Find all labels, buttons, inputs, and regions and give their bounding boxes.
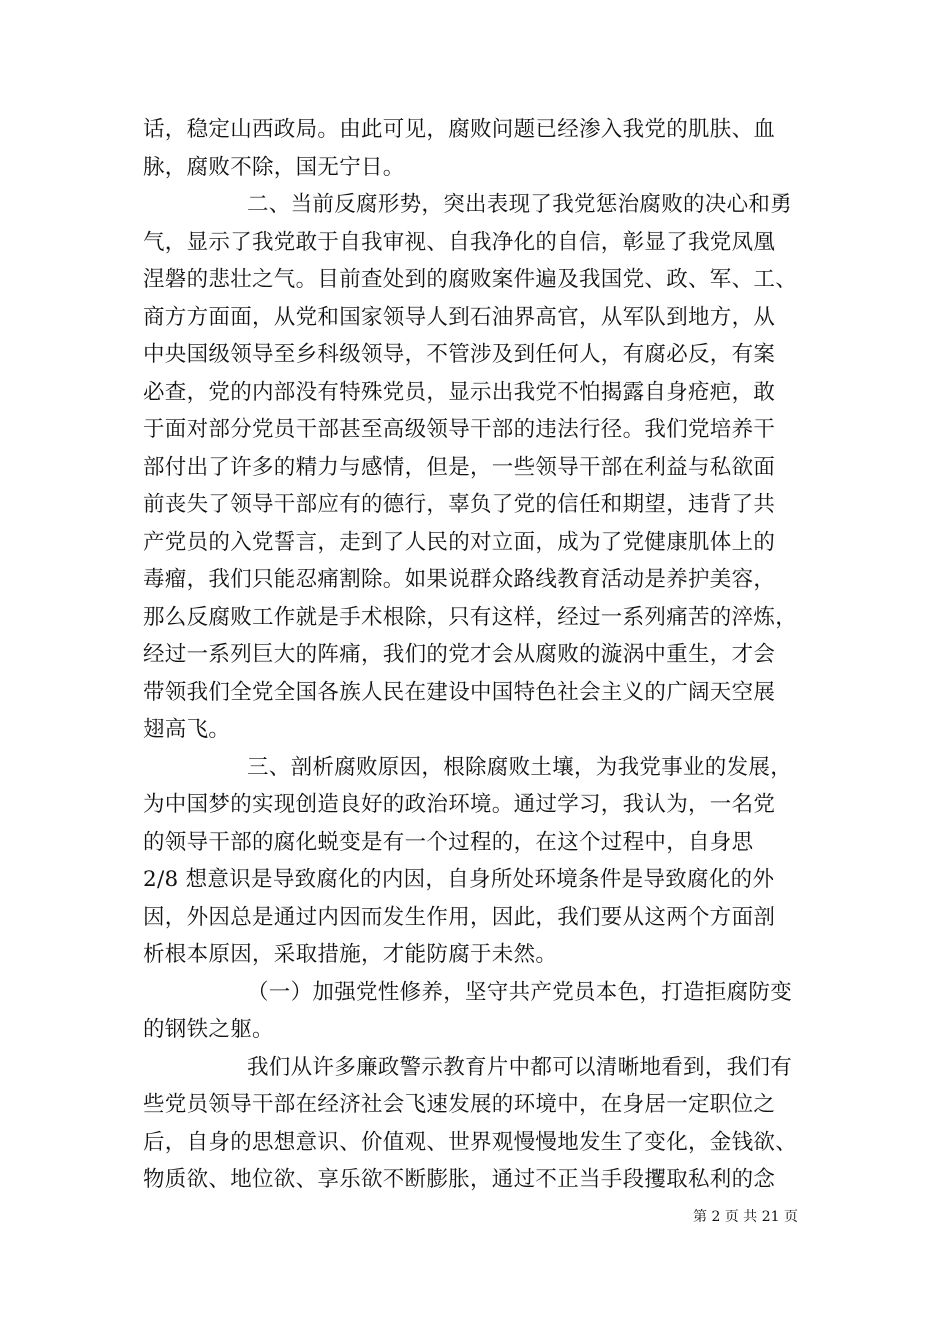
text-line: 于面对部分党员干部甚至高级领导干部的违法行径。我们党培养干 xyxy=(143,417,776,442)
text-line: 的钢铁之躯。 xyxy=(143,1017,274,1042)
text-line: 翅高飞。 xyxy=(143,717,231,742)
text-line: 涅磐的悲壮之气。目前查处到的腐败案件遍及我国党、政、军、工、 xyxy=(143,267,798,292)
text-line: 为中国梦的实现创造良好的政治环境。通过学习，我认为，一名党 xyxy=(143,792,776,817)
page-number-footer: 第 2 页 共 21 页 xyxy=(693,1209,798,1225)
text-line: 后，自身的思想意识、价值观、世界观慢慢地发生了变化，金钱欲、 xyxy=(143,1130,798,1155)
text-line: 经过一系列巨大的阵痛，我们的党才会从腐败的漩涡中重生，才会 xyxy=(143,642,776,667)
paragraph-heading-line: 二、当前反腐形势，突出表现了我党惩治腐败的决心和勇 xyxy=(247,192,793,217)
text-line: 部付出了许多的精力与感情，但是，一些领导干部在利益与私欲面 xyxy=(143,455,776,480)
text-line: 物质欲、地位欲、享乐欲不断膨胀，通过不正当手段攫取私利的念 xyxy=(143,1167,776,1192)
text-line: 带领我们全党全国各族人民在建设中国特色社会主义的广阔天空展 xyxy=(143,680,776,705)
text-line: 那么反腐败工作就是手术根除，只有这样，经过一系列痛苦的淬炼， xyxy=(143,605,798,630)
text-line: 析根本原因，采取措施，才能防腐于未然。 xyxy=(143,942,558,967)
text-line: 毒瘤，我们只能忍痛割除。如果说群众路线教育活动是养护美容， xyxy=(143,567,776,592)
text-line: 前丧失了领导干部应有的德行，辜负了党的信任和期望，违背了共 xyxy=(143,492,776,517)
text-line: 商方方面面，从党和国家领导人到石油界高官，从军队到地方，从 xyxy=(143,305,776,330)
text-line: 脉，腐败不除，国无宁日。 xyxy=(143,155,405,180)
subheading-line: （一）加强党性修养，坚守共产党员本色，打造拒腐防变 xyxy=(247,980,793,1005)
text-line: 我们从许多廉政警示教育片中都可以清晰地看到，我们有 xyxy=(247,1055,793,1080)
text-line: 气，显示了我党敢于自我审视、自我净化的自信，彰显了我党凤凰 xyxy=(143,230,776,255)
text-line: 的领导干部的腐化蜕变是有一个过程的，在这个过程中，自身思 xyxy=(143,830,754,855)
text-line: 中央国级领导至乡科级领导，不管涉及到任何人，有腐必反，有案 xyxy=(143,342,776,367)
text-line: 因，外因总是通过内因而发生作用，因此，我们要从这两个方面剖 xyxy=(143,905,776,930)
text-line: 必查，党的内部没有特殊党员，显示出我党不怕揭露自身疮疤，敢 xyxy=(143,380,776,405)
text-line: 2/8 想意识是导致腐化的内因，自身所处环境条件是导致腐化的外 xyxy=(143,867,775,892)
text-line: 些党员领导干部在经济社会飞速发展的环境中，在身居一定职位之 xyxy=(143,1092,776,1117)
paragraph-heading-line: 三、剖析腐败原因，根除腐败土壤，为我党事业的发展， xyxy=(247,755,793,780)
text-line: 产党员的入党誓言，走到了人民的对立面，成为了党健康肌体上的 xyxy=(143,530,776,555)
text-line: 话，稳定山西政局。由此可见，腐败问题已经渗入我党的肌肤、血 xyxy=(143,117,776,142)
